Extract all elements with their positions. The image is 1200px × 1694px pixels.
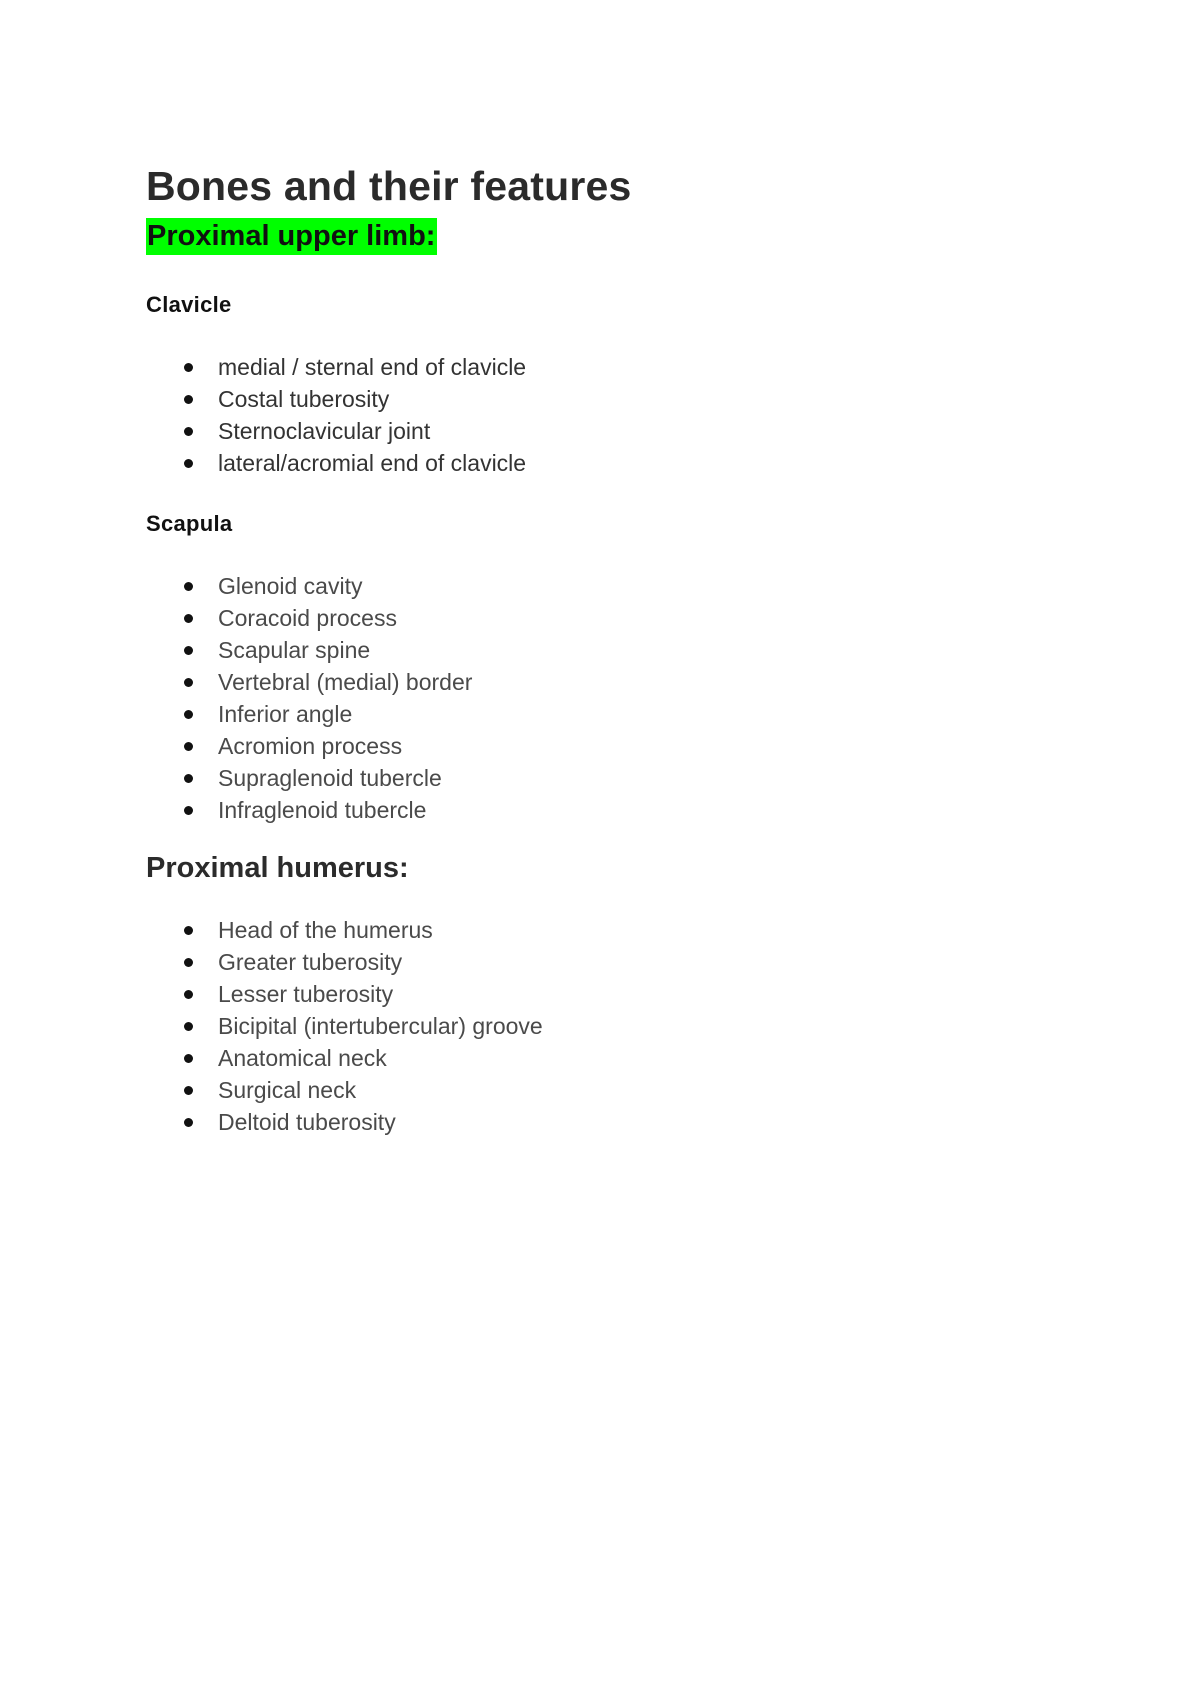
- list-item: Head of the humerus: [146, 914, 1126, 946]
- list-item: Glenoid cavity: [146, 570, 1126, 602]
- list-item: Inferior angle: [146, 698, 1126, 730]
- list-item: Deltoid tuberosity: [146, 1106, 1126, 1138]
- list-item: Costal tuberosity: [146, 383, 1126, 415]
- highlighted-heading-text: Proximal upper limb:: [146, 218, 437, 255]
- bullet-icon: [184, 926, 193, 935]
- list-item: medial / sternal end of clavicle: [146, 351, 1126, 383]
- list-item: Surgical neck: [146, 1074, 1126, 1106]
- bullet-icon: [184, 958, 193, 967]
- list-item: Infraglenoid tubercle: [146, 794, 1126, 826]
- bullet-icon: [184, 1086, 193, 1095]
- bullet-icon: [184, 646, 193, 655]
- bullet-icon: [184, 774, 193, 783]
- bullet-icon: [184, 710, 193, 719]
- list-item: Greater tuberosity: [146, 946, 1126, 978]
- bullet-icon: [184, 427, 193, 436]
- bullet-icon: [184, 742, 193, 751]
- bullet-icon: [184, 614, 193, 623]
- bullet-icon: [184, 395, 193, 404]
- bullet-icon: [184, 1022, 193, 1031]
- bullet-icon: [184, 363, 193, 372]
- subheading-clavicle: Clavicle: [146, 292, 232, 317]
- bullet-icon: [184, 582, 193, 591]
- section-heading-proximal-upper-limb: [146, 216, 1126, 256]
- scapula-list: [146, 570, 1126, 826]
- bullet-icon: [184, 678, 193, 687]
- document-page: [146, 160, 1126, 1138]
- list-item: Supraglenoid tubercle: [146, 762, 1126, 794]
- list-item: Vertebral (medial) border: [146, 666, 1126, 698]
- bullet-icon: [184, 1054, 193, 1063]
- bullet-icon: [184, 990, 193, 999]
- list-item: Anatomical neck: [146, 1042, 1126, 1074]
- bullet-icon: [184, 459, 193, 468]
- list-item: Bicipital (intertubercular) groove: [146, 1010, 1126, 1042]
- list-item: Sternoclavicular joint: [146, 415, 1126, 447]
- bullet-icon: [184, 1118, 193, 1127]
- section-heading-proximal-humerus: Proximal humerus:: [146, 852, 409, 884]
- clavicle-list: [146, 351, 1126, 479]
- page-title: Bones and their features: [146, 163, 632, 209]
- list-item: Lesser tuberosity: [146, 978, 1126, 1010]
- humerus-list: [146, 914, 1126, 1138]
- list-item: lateral/acromial end of clavicle: [146, 447, 1126, 479]
- list-item: Acromion process: [146, 730, 1126, 762]
- list-item: Coracoid process: [146, 602, 1126, 634]
- subheading-scapula: Scapula: [146, 511, 233, 536]
- bullet-icon: [184, 806, 193, 815]
- list-item: Scapular spine: [146, 634, 1126, 666]
